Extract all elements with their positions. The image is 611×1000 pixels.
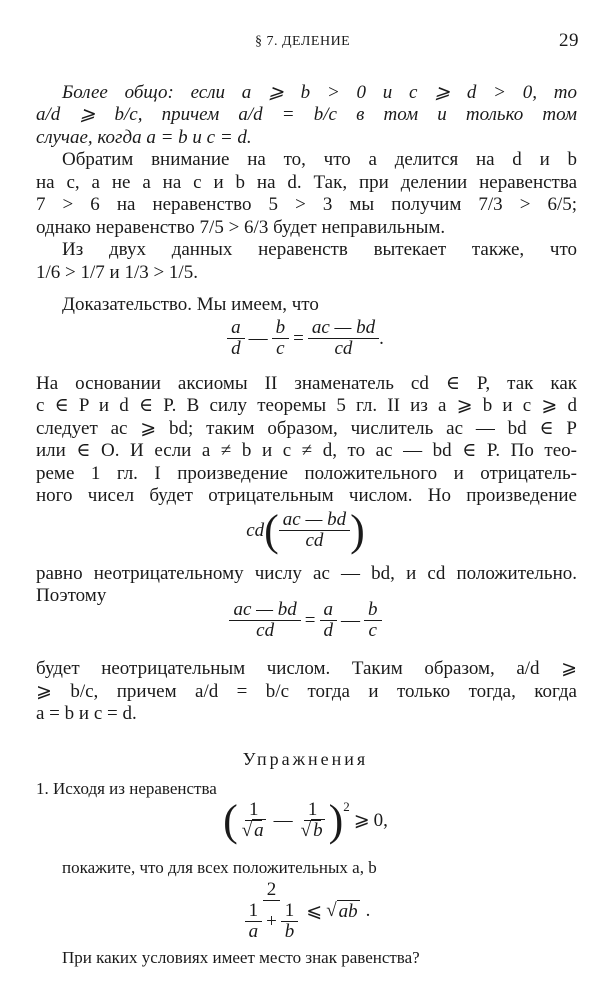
paragraph-line: реме 1 гл. I произведение положительного и отрицатель- xyxy=(36,463,577,484)
paragraph-line: Из двух данных неравенств вытекает также, что xyxy=(62,239,577,260)
paragraph-line: Поэтому xyxy=(36,585,107,606)
exercises-title: Упражнения xyxy=(242,749,369,769)
paragraph-line: однако неравенство 7/5 > 6/3 будет неправильным. xyxy=(36,217,446,238)
fraction: 2 $\frac{1}{a}$ + $\frac{1}{b}$ xyxy=(241,880,303,942)
equation-3: $\frac{ac — bd}{cd}$ = $\frac{a}{d}$ — $\frac{b}{c}$ xyxy=(0,600,611,641)
proof-heading: Доказательство. Мы имеем, что xyxy=(62,294,319,315)
equation-5: 2 $\frac{1}{a}$ + $\frac{1}{b}$ ⩽ √ ab . xyxy=(0,880,611,942)
paragraph-line: На основании аксиомы II знаменатель cd ∈ P, так как xyxy=(36,373,577,394)
fraction: $\frac{1}{√ b}$ xyxy=(300,799,323,841)
paragraph-line: a = b и c = d. xyxy=(36,703,137,724)
paragraph-line: c ∈ P и d ∈ P. В силу теоремы 5 гл. II из a ⩾ b и c ⩾ d xyxy=(36,395,577,416)
theorem-line: случае, когда a = b и c = d. xyxy=(36,127,252,148)
exercise-1-question: При каких условиях имеет место знак равенства? xyxy=(62,948,420,967)
equation-4: ( $\frac{1}{√ a}$ — $\frac{1}{√ b}$ ) 2 ⩾ 0, xyxy=(223,795,388,845)
paragraph-line: 1/6 > 1/7 и 1/3 > 1/5. xyxy=(36,262,198,283)
fraction: $\frac{ac — bd}{cd}$ xyxy=(308,318,379,359)
fraction: $\frac{b}{c}$ xyxy=(272,318,290,359)
paragraph-line: Обратим внимание на то, что a делится на d и b xyxy=(62,149,577,170)
theorem-line: Более общо: если a ⩾ b > 0 и c ⩾ d > 0, то xyxy=(62,82,577,103)
paragraph-line: равно неотрицательному числу ac — bd, и cd положительно. xyxy=(36,563,577,584)
fraction: $\frac{ac — bd}{cd}$ xyxy=(279,510,350,551)
paragraph-line: будет неотрицательным числом. Таким образом, a/d ⩾ xyxy=(36,658,577,679)
paragraph-line: следует ac ⩾ bd; таким образом, числитель ac — bd ∈ P xyxy=(36,418,577,439)
paragraph-line: ного чисел будет отрицательным числом. Но произведение xyxy=(36,485,577,506)
sqrt-icon: √ xyxy=(300,820,312,841)
paragraph-line: ⩾ b/c, причем a/d = b/c тогда и только тогда, когда xyxy=(36,681,577,702)
fraction: $\frac{1}{a}$ xyxy=(245,901,263,942)
fraction: $\frac{1}{b}$ xyxy=(281,901,299,942)
exercise-1-text: 1. Исходя из неравенства xyxy=(36,779,217,798)
equation-1: $\frac{a}{d}$ — $\frac{b}{c}$ = $\frac{ac — bd}{cd}$ . xyxy=(0,318,611,359)
equation-2: cd ( $\frac{ac — bd}{cd}$ ) xyxy=(246,505,365,555)
sqrt-icon: √ xyxy=(326,900,337,921)
paragraph-line: на c, а не a на c и b на d. Так, при делении неравенства xyxy=(36,172,577,193)
fraction: $\frac{a}{d}$ xyxy=(320,600,338,641)
page-number: 29 xyxy=(559,30,579,51)
fraction: $\frac{1}{√ a}$ xyxy=(241,799,264,841)
fraction: $\frac{ac — bd}{cd}$ xyxy=(229,600,300,641)
paragraph-line: или ∈ O. И если a ≠ b и c ≠ d, то ac — bd ∈ P. По тео- xyxy=(36,440,577,461)
theorem-line: a/d ⩾ b/c, причем a/d = b/c в том и только том xyxy=(36,104,577,125)
fraction: $\frac{b}{c}$ xyxy=(364,600,382,641)
running-header: § 7. ДЕЛЕНИЕ xyxy=(255,34,351,49)
paragraph-line: 7 > 6 на неравенство 5 > 3 мы получим 7/3 > 6/5; xyxy=(36,194,577,215)
sqrt-icon: √ xyxy=(241,820,253,841)
fraction: $\frac{a}{d}$ xyxy=(227,318,245,359)
exercise-1-instruction: покажите, что для всех положительных a, b xyxy=(62,858,377,877)
